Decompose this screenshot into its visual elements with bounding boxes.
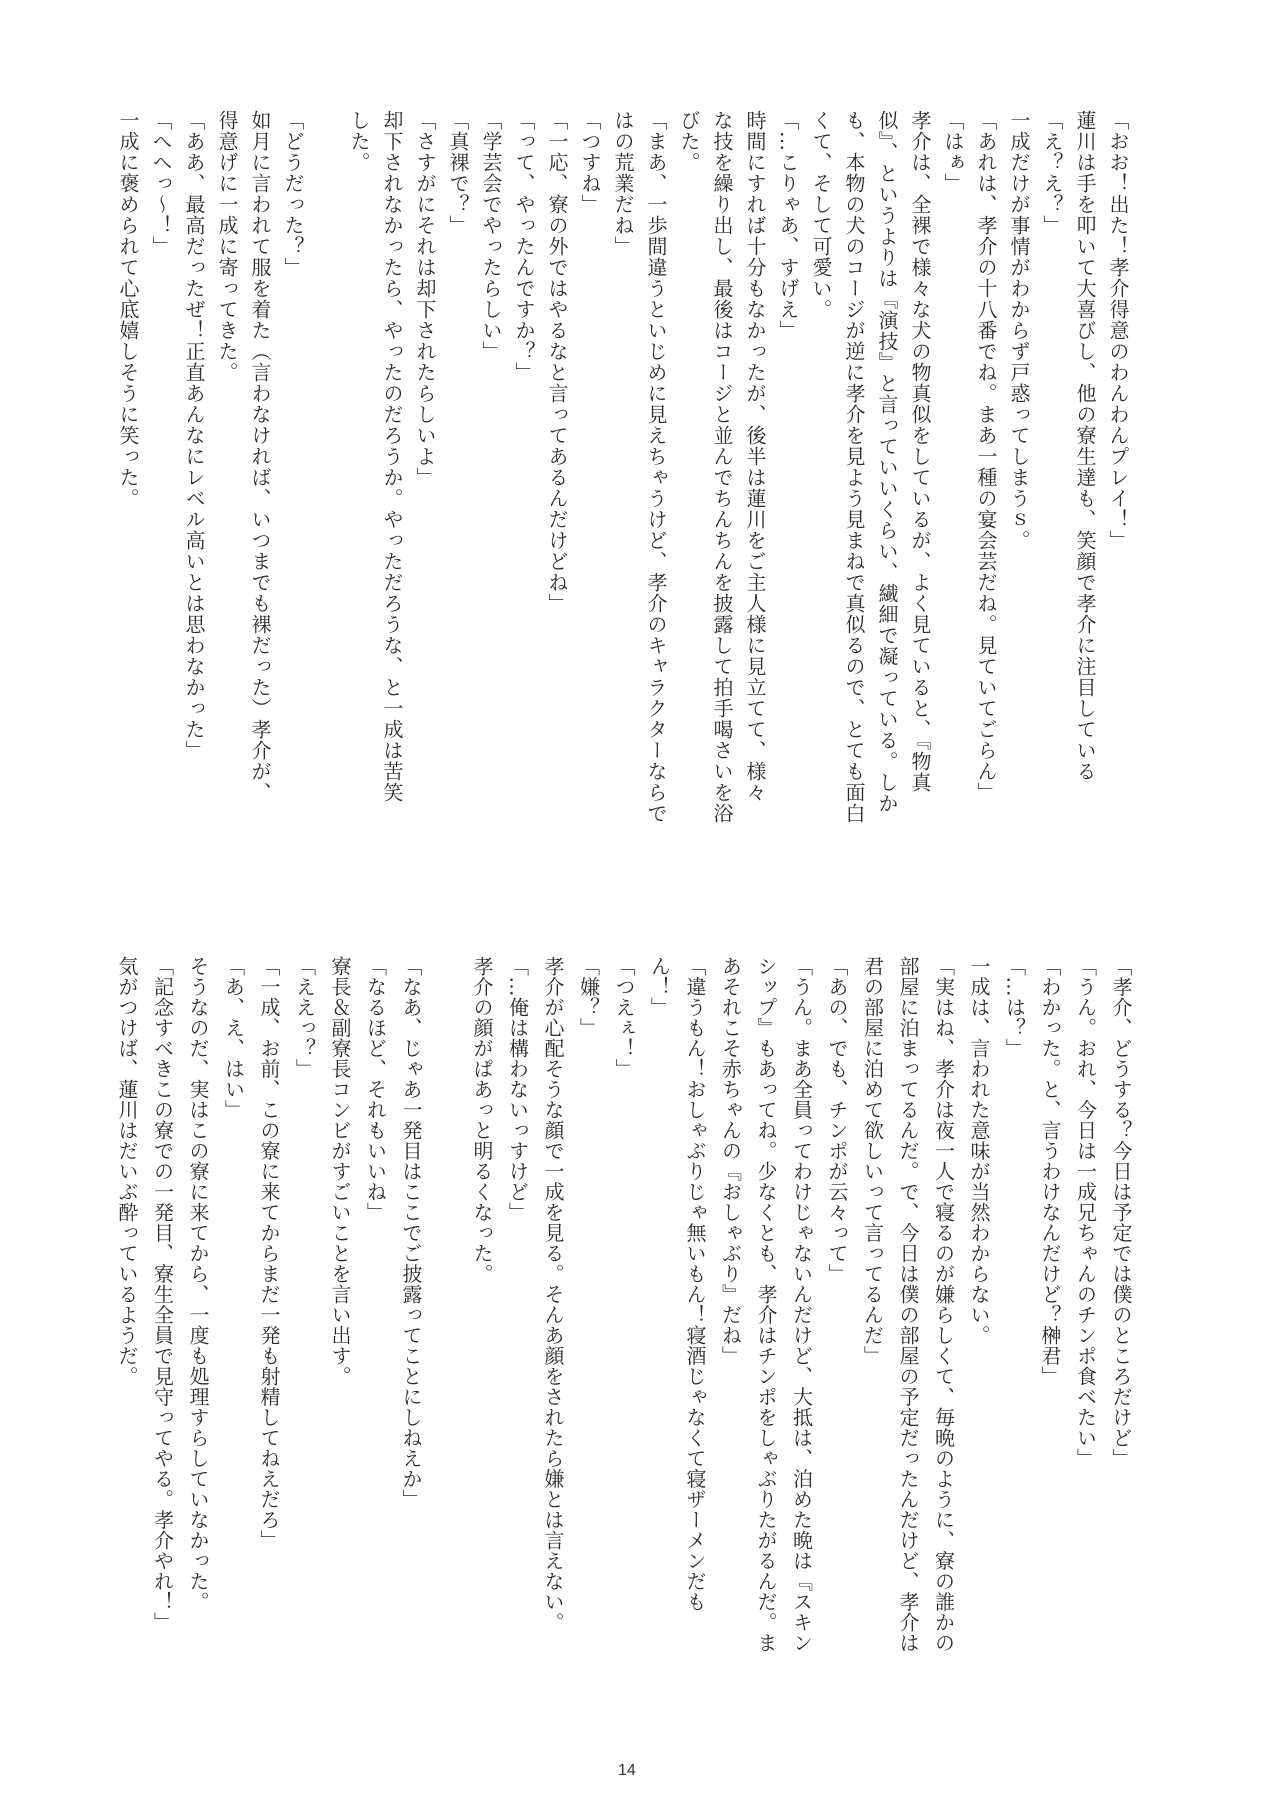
text-line: 「まあ、一歩間違うといじめに見えちゃうけど、孝介のキャラクターならで	[644, 110, 668, 824]
text-line: 「あれは、孝介の十八番でね。まあ一種の宴会芸だね。見ていてごらん」	[974, 110, 998, 803]
text-line: 如月に言われて服を着た（言わなければ、いつまでも裸だった）孝介が、	[248, 110, 272, 803]
text-line: 「うん。おれ、今日は一成兄ちゃんのチンポ食べたい」	[1073, 956, 1098, 1469]
text-line: 「ああ、最高だったぜ！正直あんなにレベル高いとは思わなかった」	[182, 110, 206, 761]
text-line: くて、そして可愛い。	[809, 110, 833, 320]
text-line: 「どうだった？」	[281, 110, 305, 278]
text-line: 気がつけば、蓮川はだいぶ酔っているようだ。	[115, 956, 139, 1387]
text-line: びた。	[677, 110, 701, 173]
text-line: 孝介は、全裸で様々な犬の物真似をしているが、よく見ていると、『物真	[908, 110, 932, 793]
text-line: 「なるほど、それもいいね」	[363, 956, 388, 1223]
text-line: 「真裸で？」	[446, 110, 470, 236]
text-line: 時間にすれば十分もなかったが、後半は蓮川をご主人様に見立てて、様々	[743, 110, 767, 803]
text-line: 「一応、寮の外ではやるなと言ってあるんだけどね」	[545, 110, 569, 614]
text-line: 「…俺は構わないっすけど」	[505, 956, 530, 1223]
text-line: 「さすがにそれは却下されたらしいよ」	[413, 110, 437, 488]
text-line: ん！」	[647, 956, 672, 1018]
text-line: はの荒業だね」	[611, 110, 635, 257]
text-line: シップ』もあってね。少なくとも、孝介はチンポをしゃぶりたがるんだ。ま	[754, 956, 778, 1653]
text-line: 「へへっ～！」	[149, 110, 173, 257]
text-line: 「ええっ？」	[292, 956, 317, 1079]
text-line: 寮長＆副寮長コンビがすごいことを言い出す。	[328, 956, 352, 1387]
text-line: 似』、というよりは『演技』と言っていいくらい、繊細で凝っている。しか	[875, 110, 899, 814]
text-line: 「…は？」	[1002, 956, 1027, 1059]
text-line: 「嫌？」	[576, 956, 601, 1038]
text-line: 一成だけが事情がわからず戸惑ってしまうｓ。	[1007, 110, 1031, 551]
page-number: 14	[618, 1762, 636, 1779]
text-line: 蓮川は手を叩いて大喜びし、他の寮生達も、笑顔で孝介に注目している	[1073, 110, 1097, 782]
text-line: あそれこそ赤ちゃんの『おしゃぶり』だね」	[718, 956, 743, 1366]
text-line: 得意げに一成に寄ってきた。	[215, 110, 239, 383]
text-line: な技を繰り出し、最後はコージと並んでちんちんを披露して拍手喝さいを浴	[710, 110, 734, 824]
text-line: 「うん。まあ全員ってわけじゃないんだけど、大抵は、泊めた晩は『スキン	[789, 956, 814, 1653]
text-line: 「え？え？」	[1040, 110, 1064, 236]
text-line: も、本物の犬のコージが逆に孝介を見よう見まねで真似るので、とても面白	[842, 110, 866, 824]
text-line: 「実はね、孝介は夜一人で寝るのが嫌らしくて、毎晩のように、寮の誰かの	[931, 956, 956, 1653]
text-line: 「一成、お前、この寮に来てからまだ一発も射精してねえだろ」	[257, 956, 281, 1551]
text-line: 「孝介、どうする？今日は予定では僕のところだけど」	[1109, 956, 1133, 1469]
text-line: 「って、やったんですか？」	[512, 110, 536, 383]
text-line: 「はぁ」	[941, 110, 965, 194]
text-line: 君の部屋に泊めて欲しいって言ってるんだ」	[860, 956, 885, 1366]
text-line: 却下されなかったら、やったのだろうか。やっただろうな、と一成は苦笑	[380, 110, 404, 803]
text-line: 「おお！出た！孝介得意のわんわんプレイ！」	[1106, 110, 1130, 551]
text-line: そうなのだ、実はこの寮に来てから、一度も処理すらしていなかった。	[186, 956, 210, 1612]
text-line: 「つすね」	[578, 110, 602, 215]
text-line: 「わかった。と、言うわけなんだけど？榊君」	[1038, 956, 1062, 1387]
text-line: 「つえぇ！」	[612, 956, 636, 1079]
text-line: 一成は、言われた意味が当然わからない。	[967, 956, 991, 1346]
text-line: 「学芸会でやったらしい」	[479, 110, 503, 362]
text-line: 「なあ、じゃあ一発目はここでご披露ってことにしねえか」	[399, 956, 423, 1510]
blank-line	[309, 110, 342, 855]
blank-line	[428, 956, 464, 1661]
text-line: 孝介の顔がぱあっと明るくなった。	[470, 956, 494, 1284]
text-line: 「違うもん！おしゃぶりじゃ無いもん！寝酒じゃなくて寝ザーメンだも	[683, 956, 707, 1612]
text-line: 「あの、でも、チンポが云々って」	[825, 956, 849, 1284]
text-line: 「…こりゃあ、すげえ」	[776, 110, 800, 341]
text-line: した。	[347, 110, 371, 173]
text-block-top	[111, 110, 1134, 855]
text-line: 「あ、え、はい」	[221, 956, 246, 1120]
text-line: 一成に褒められて心底嬉しそうに笑った。	[116, 110, 140, 509]
text-line: 孝介が心配そうな顔で一成を見る。そんあ顔をされたら嫌とは言えない。	[541, 956, 565, 1633]
text-line: 「記念すべきこの寮での一発目、寮生全員で見守ってやる。孝介やれ！」	[150, 956, 175, 1633]
text-line: 部屋に泊まってるんだ。で、今日は僕の部屋の予定だったんだけど、孝介は	[896, 956, 920, 1653]
text-block-bottom	[109, 956, 1139, 1661]
